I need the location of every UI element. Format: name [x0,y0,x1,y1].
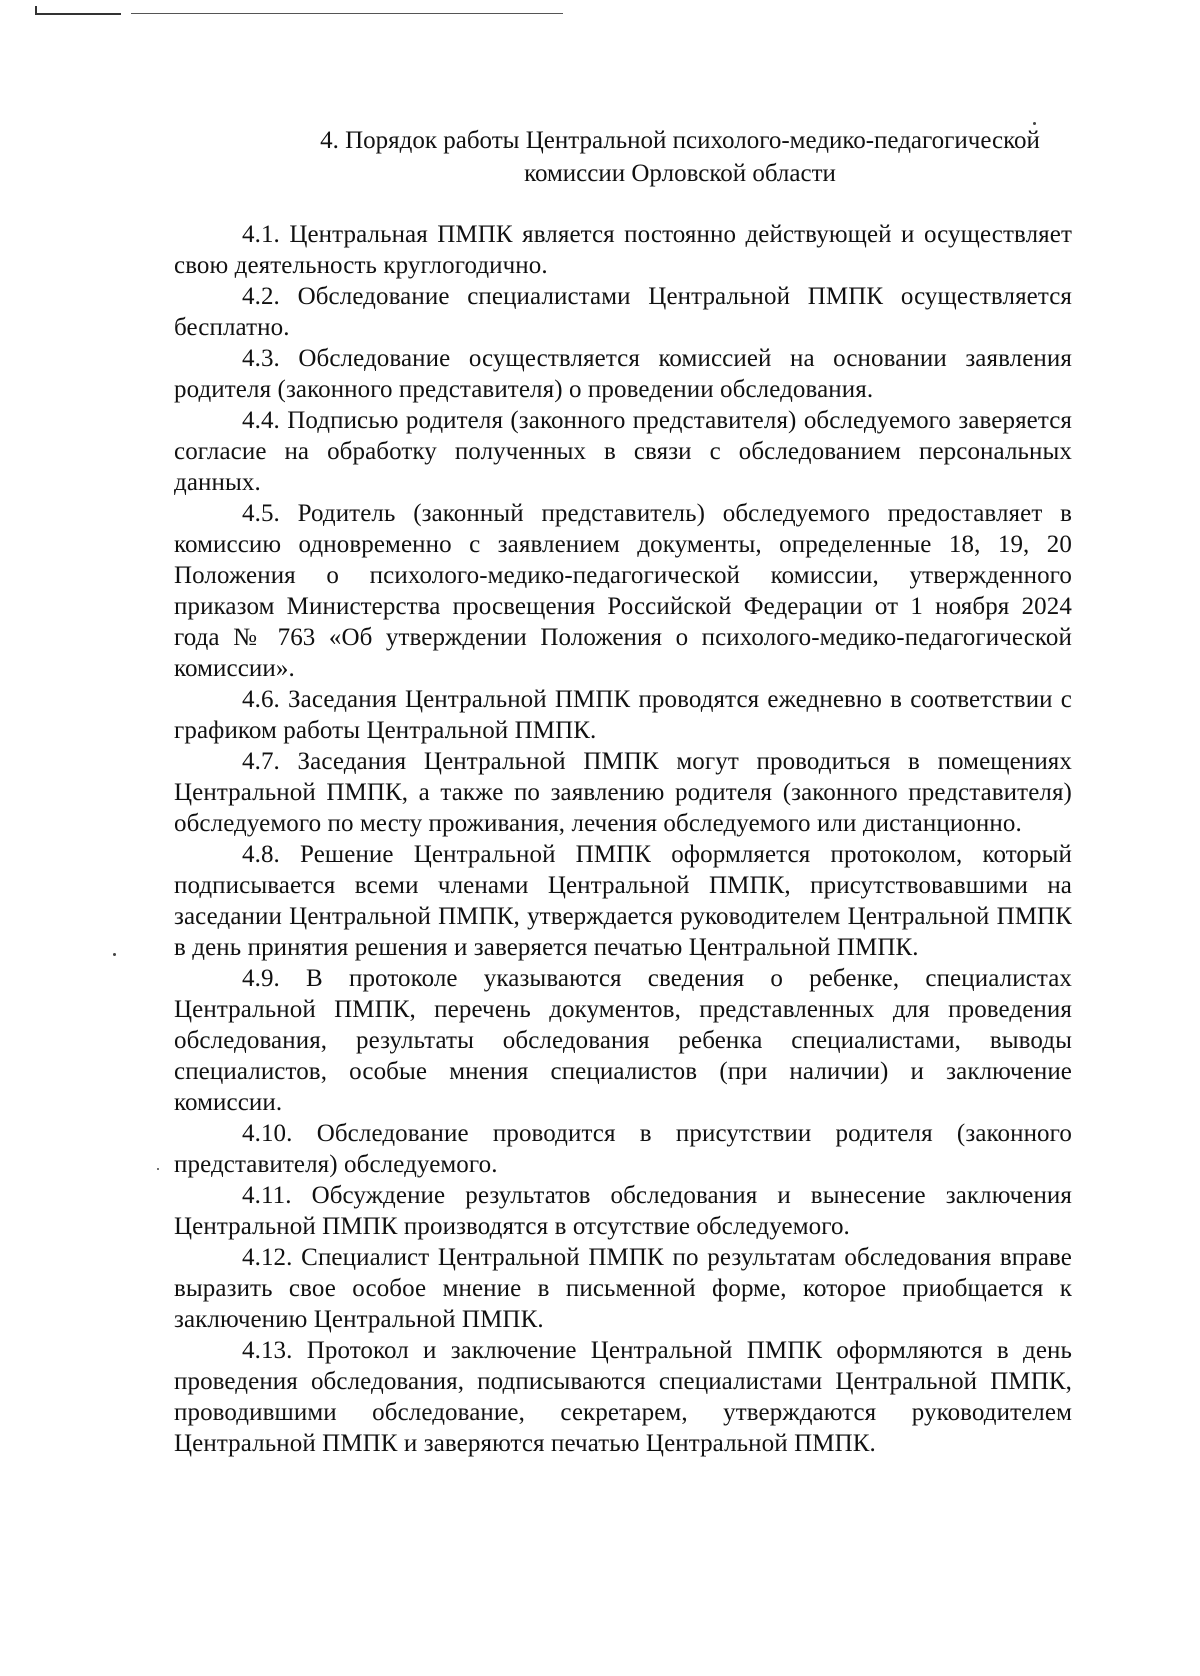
paragraph-4-3: 4.3. Обследование осуществляется комиссией на основании заявления родителя (законного представителя) о проведении обследования. [174,345,1072,403]
paragraph-4-10: 4.10. Обследование проводится в присутствии родителя (законного представителя) обследуемого. [174,1120,1072,1178]
section-heading [180,124,1180,190]
scan-artifact-line [131,13,563,14]
paragraph-4-2: 4.2. Обследование специалистами Центральной ПМПК осуществляется бесплатно. [174,283,1072,341]
paragraph-4-5: 4.5. Родитель (законный представитель) обследуемого предоставляет в комиссию одновременно с заявлением документы, определенные 18, 19, 20 Положения о психолого-медико-педагогической комиссии, утвержденного приказом Министерства просвещения Российской Федерации от 1 ноября 2024 года № 763 «Об утверждении Положения о психолого-медико-педагогической комиссии». [174,500,1072,682]
paragraph-4-11: 4.11. Обсуждение результатов обследования и вынесение заключения Центральной ПМПК производятся в отсутствие обследуемого. [174,1182,1072,1240]
document-body [174,219,1072,1459]
paragraph-4-9: 4.9. В протоколе указываются сведения о ребенке, специалистах Центральной ПМПК, перечень документов, представленных для проведения обследования, результаты обследования ребенка специалистами, выводы специалистов, особые мнения специалистов (при наличии) и заключение комиссии. [174,965,1072,1116]
paragraph-4-12: 4.12. Специалист Центральной ПМПК по результатам обследования вправе выразить свое особое мнение в письменной форме, которое приобщается к заключению Центральной ПМПК. [174,1244,1072,1333]
section-heading-line-1: 4. Порядок работы Центральной психолого-медико-педагогической [320,127,1040,154]
scan-artifact-line [36,13,121,15]
paragraph-4-13: 4.13. Протокол и заключение Центральной ПМПК оформляются в день проведения обследования, подписываются специалистами Центральной ПМПК, проводившими обследование, секретарем, утверждаются руководителем Центральной ПМПК и заверяются печатью Центральной ПМПК. [174,1337,1072,1457]
paragraph-4-8: 4.8. Решение Центральной ПМПК оформляется протоколом, который подписывается всеми членами Центральной ПМПК, присутствовавшими на заседании Центральной ПМПК, утверждается руководителем Центральной ПМПК в день принятия решения и заверяется печатью Центральной ПМПК. [174,841,1072,961]
paragraph-4-4: 4.4. Подписью родителя (законного представителя) обследуемого заверяется согласие на обработку полученных в связи с обследованием персональных данных. [174,407,1072,496]
scan-speck [157,1168,159,1170]
paragraph-4-6: 4.6. Заседания Центральной ПМПК проводятся ежедневно в соответствии с графиком работы Центральной ПМПК. [174,686,1072,744]
scan-speck [113,953,116,956]
paragraph-4-7: 4.7. Заседания Центральной ПМПК могут проводиться в помещениях Центральной ПМПК, а также по заявлению родителя (законного представителя) обследуемого по месту проживания, лечения обследуемого или дистанционно. [174,748,1072,837]
section-heading-line-2: комиссии Орловской области [524,160,836,187]
paragraph-4-1: 4.1. Центральная ПМПК является постоянно действующей и осуществляет свою деятельность круглогодично. [174,221,1072,279]
